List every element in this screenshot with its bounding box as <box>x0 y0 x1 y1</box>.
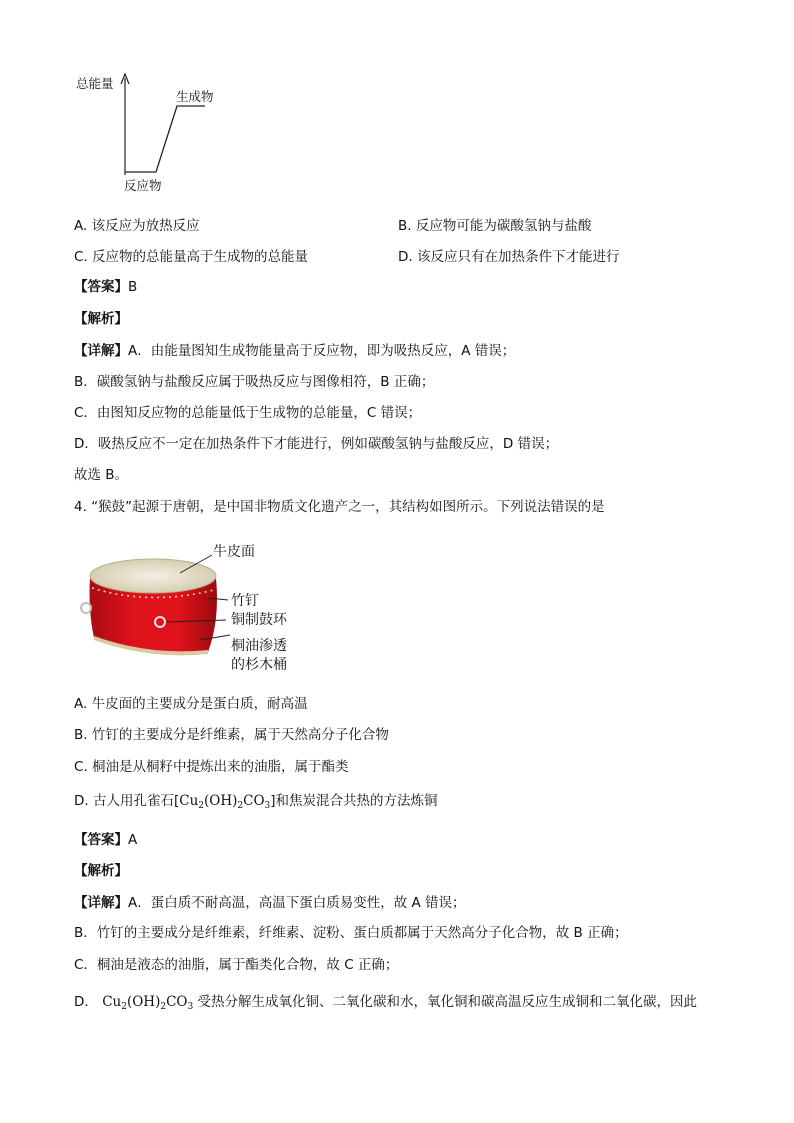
q4-option-a: A. 牛皮面的主要成分是蛋白质，耐高温 <box>74 696 308 712</box>
drum-top-skin <box>90 559 216 593</box>
q4-option-d <box>74 789 438 811</box>
label-cowhide-top: 牛皮面 <box>213 544 255 560</box>
q3-detail-line-3: C．由图知反应物的总能量低于生成物的总能量，C 错误； <box>74 405 422 421</box>
q3-option-c: C. 反应物的总能量高于生成物的总能量 <box>74 249 309 265</box>
answer-value: A <box>128 832 138 848</box>
q3-analysis-tag: 【解析】 <box>74 311 128 327</box>
q4-option-c: C. 桐油是从桐籽中提炼出来的油脂，属于酯类 <box>74 759 349 775</box>
answer-tag: 【答案】 <box>74 832 128 848</box>
label-copper-ring: 铜制鼓环 <box>231 612 287 628</box>
q3-answer <box>74 275 137 295</box>
side-ring <box>81 603 91 613</box>
q3-detail-line-2: B．碳酸氢钠与盐酸反应属于吸热反应与图像相符，B 正确； <box>74 374 435 390</box>
detail-text: A．由能量图知生成物能量高于反应物，即为吸热反应，A 错误； <box>128 343 516 359</box>
answer-value: B <box>128 279 138 295</box>
q3-option-a: A. 该反应为放热反应 <box>74 218 200 234</box>
malachite-formula-2: $Cu_2(OH)_2CO_3$ <box>102 994 194 1012</box>
q3-detail-line-4: D．吸热反应不一定在加热条件下才能进行，例如碳酸氢钠与盐酸反应，D 错误； <box>74 436 559 452</box>
q4-option-b: B. 竹钉的主要成分是纤维素，属于天然高分子化合物 <box>74 727 389 743</box>
q3-detail-line-1 <box>74 339 515 359</box>
answer-tag: 【答案】 <box>74 279 128 295</box>
detail-tag: 【详解】 <box>74 343 128 359</box>
q4-analysis-tag: 【解析】 <box>74 863 128 879</box>
malachite-formula: $Cu_2(OH)_2CO_3$ <box>179 793 271 811</box>
q3-option-b: B. 反应物可能为碳酸氢钠与盐酸 <box>398 218 592 234</box>
q4-detail-line-1 <box>74 891 466 911</box>
d-suffix: 受热分解生成氧化铜、二氧化碳和水，氧化铜和碳高温反应生成铜和二氧化碳，因此 <box>197 994 698 1010</box>
detail-tag: 【详解】 <box>74 895 128 911</box>
energy-profile-line <box>125 106 205 172</box>
label-bamboo-nail: 竹钉 <box>231 593 259 609</box>
y-axis-label: 总能量 <box>76 76 114 91</box>
q4-stem: 4. “猴鼓”起源于唐朝，是中国非物质文化遗产之一，其结构如图所示。下列说法错误的是 <box>74 499 605 515</box>
q4-detail-line-4 <box>74 990 697 1012</box>
detail-text: A．蛋白质不耐高温，高温下蛋白质易变性，故 A 错误； <box>128 895 466 911</box>
option-d-pre: D. 古人用孔雀石[ <box>74 793 180 809</box>
q4-answer <box>74 828 137 848</box>
q3-option-d: D. 该反应只有在加热条件下才能进行 <box>398 249 620 265</box>
d-prefix: D． <box>74 994 98 1010</box>
reactant-label: 反应物 <box>124 178 162 193</box>
q3-conclusion: 故选 B。 <box>74 467 129 483</box>
product-label: 生成物 <box>176 89 214 104</box>
q4-detail-line-3: C．桐油是液态的油脂，属于酯类化合物，故 C 正确； <box>74 957 399 973</box>
option-d-post: ]和焦炭混合共热的方法炼铜 <box>270 793 438 809</box>
label-barrel-1: 桐油渗透 <box>231 638 287 654</box>
q4-detail-line-2: B．竹钉的主要成分是纤维素，纤维素、淀粉、蛋白质都属于天然高分子化合物，故 B 正确； <box>74 925 628 941</box>
label-barrel-2: 的杉木桶 <box>231 657 287 673</box>
